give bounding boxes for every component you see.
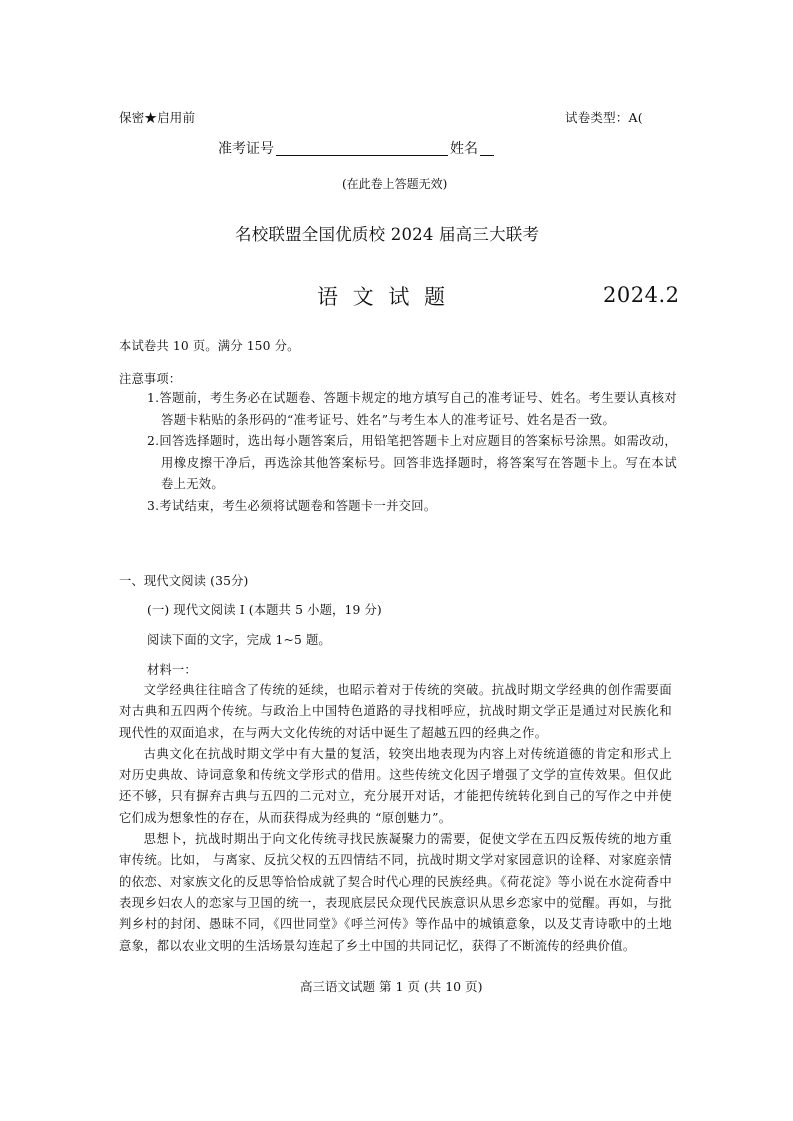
page-footer: 高三语文试题 第 1 页 (共 10 页) — [300, 979, 483, 994]
passage-paragraph: 古典文化在抗战时期文学中有大量的复活，较突出地表现为内容上对传统道德的肯定和形式上对历史典故、诗词意象和传统文学形式的借用。这些传统文化因子增强了文学的宣传效果。但仅此还不够，只有摒弃古典与五四的二元对立，充分展开对话，才能把传统转化到自己的写作之中并使它们成为想象性的存在，从而获得成为经典的 “原创魅力”。 — [119, 746, 672, 825]
section-title: 一、现代文阅读 (35分) — [119, 574, 249, 588]
name-label: 姓名 — [450, 141, 478, 157]
notice-item: 3.考试结束，考生必须将试题卷和答题卡一并交回。 — [147, 498, 437, 513]
paper-type-label: 试卷类型：A( — [565, 110, 643, 125]
passage-paragraph: 思想卜，抗战时期出于向文化传统寻找民族凝聚力的需要，促使文学在五四反叛传统的地方重审传统。比如， 与离家、反抗父权的五四情结不同，抗战时期文学对家园意识的诠释、对家庭亲情的依恋、对家族文化的反思等恰恰成就了契合时代心理的民族经典。《荷花淀》等小说在水淀荷香中表现乡妇农人的恋家与卫国的统一，表现底层民众现代民族意识从思乡恋家中的觉醒。再如，与批判乡村的封闭、愚昧不同，《四世同堂》《呼兰河传》等作品中的城镇意象，以及艾青诗歌中的土地意象，都以农业文明的生活场景勾连起了乡土中国的共同记忆，获得了不断流传的经典价值。 — [119, 832, 672, 953]
exam-number-blank — [276, 141, 448, 156]
exam-date: 2024.2 — [603, 283, 680, 307]
exam-title: 名校联盟全国优质校 2024 届高三大联考 — [235, 225, 540, 244]
exam-number-label: 准考证号 — [218, 141, 274, 157]
reading-passage — [119, 680, 672, 957]
paper-info: 本试卷共 10 页。满分 150 分。 — [119, 339, 300, 353]
material-label: 材料一： — [147, 663, 197, 677]
name-blank — [480, 141, 494, 156]
invalid-note: (在此卷上答题无效) — [342, 177, 448, 191]
subsection-title: (一) 现代文阅读 I (本题共 5 小题，19 分) — [147, 603, 382, 617]
notice-list — [147, 388, 677, 517]
confidential-label: 保密★启用前 — [119, 110, 196, 125]
subject-title: 语 文 试 题 — [317, 285, 450, 309]
notice-item: 1.答题前，考生务必在试题卷、答题卡规定的地方填写自己的准考证号、姓名。考生要认真核对答题卡粘贴的条形码的“准考证号、姓名”与考生本人的准考证号、姓名是否一致。 — [147, 391, 677, 427]
notice-item: 2.回答选择题时，选出每小题答案后，用铅笔把答题卡上对应题目的答案标号涂黑。如需改动，用橡皮擦干净后，再选涂其他答案标号。回答非选择题时，将答案写在答题卡上。写在本试卷上无效。 — [147, 434, 677, 491]
reading-instruction: 阅读下面的文字，完成 1~5 题。 — [147, 633, 331, 647]
passage-paragraph: 文学经典往往暗含了传统的延续，也昭示着对于传统的突破。抗战时期文学经典的创作需要面对古典和五四两个传统。与政治上中国特色道路的寻找相呼应，抗战时期文学正是通过对民族化和现代性的双面追求，在与两大文化传统的对话中诞生了超越五四的经典之作。 — [119, 683, 672, 740]
notice-title: 注意事项： — [119, 372, 182, 386]
candidate-info-row — [218, 138, 496, 158]
